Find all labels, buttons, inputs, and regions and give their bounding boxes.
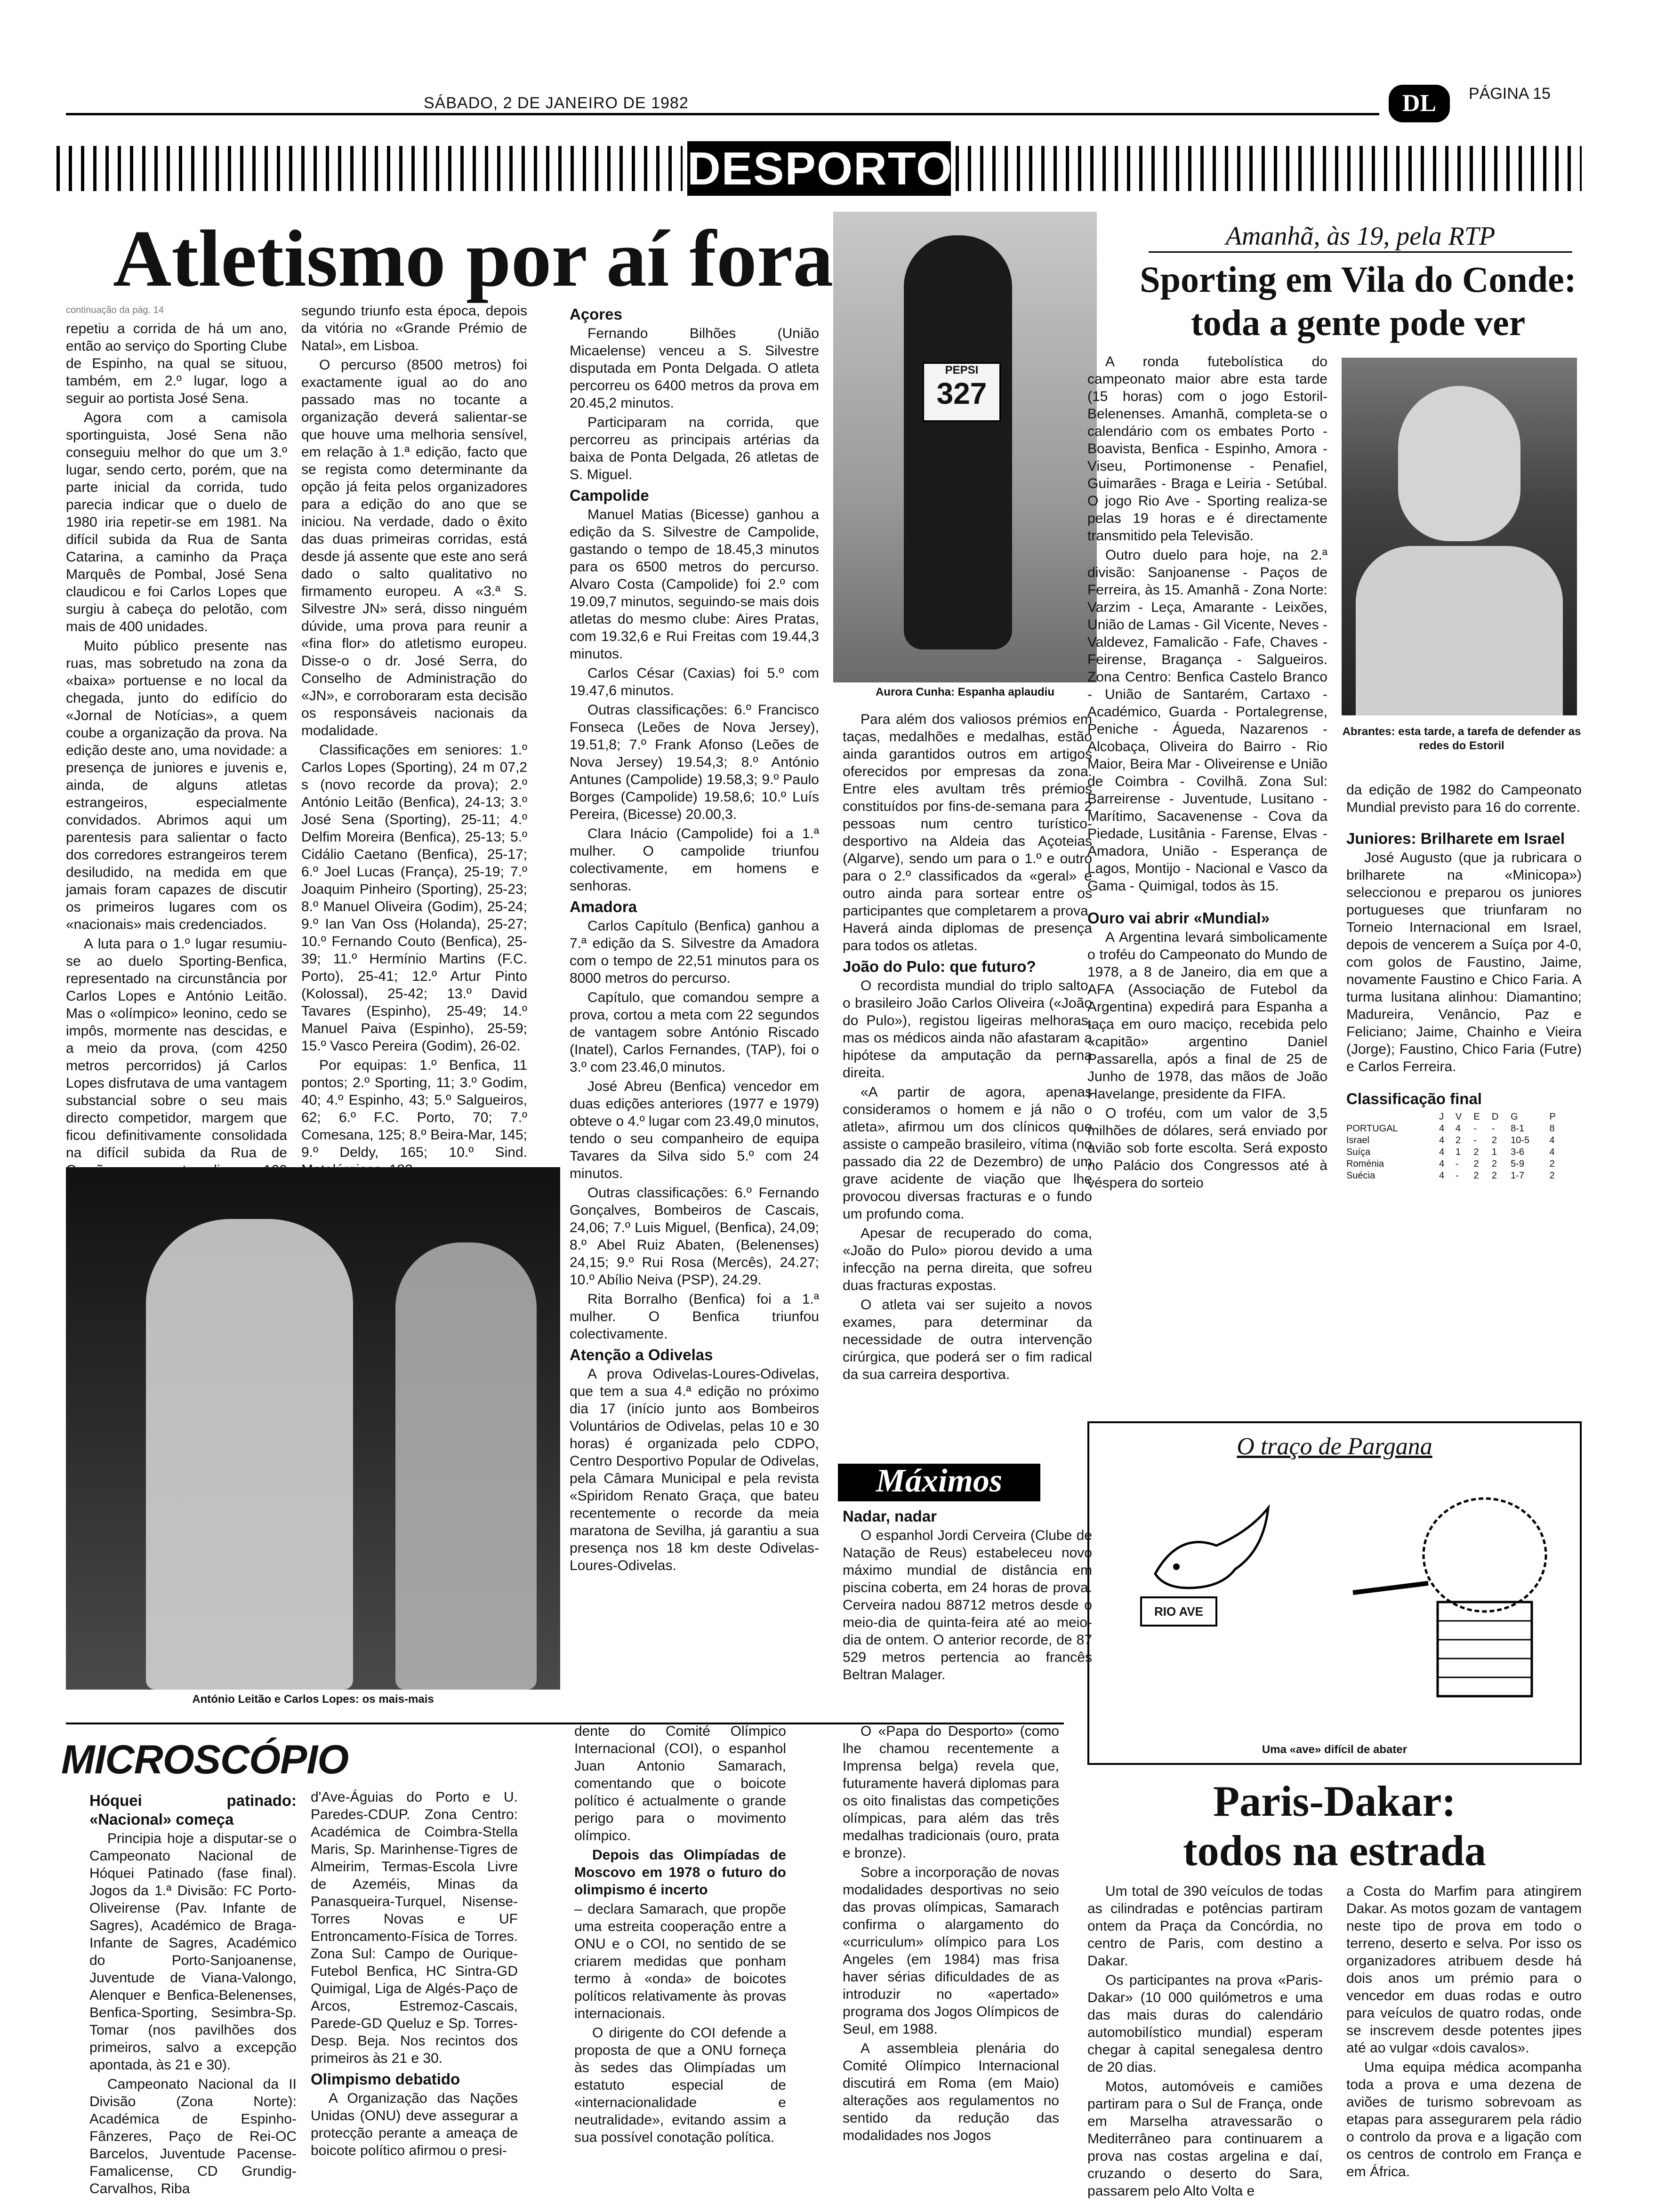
paragraph: «A partir de agora, apenas consideramos o homem e já não o atleta», afirmou um dos clínicos que assiste o campeão brasileiro, vítima (no passado dia 22 de Dezembro) de um grave acidente de viação que lhe provocou diversas fracturas e o fundo um profundo coma. [843, 1084, 1092, 1222]
cell: 4 [1455, 1123, 1461, 1134]
sporting-column-1 [1087, 353, 1327, 1426]
microscopio-column-2 [311, 1788, 518, 2203]
dakar-title-1: Paris-Dakar: [1213, 1777, 1456, 1825]
sporting-kicker: Amanhã, às 19, pela RTP [1149, 221, 1572, 253]
subhead-odivelas: Atenção a Odivelas [570, 1346, 713, 1363]
cell: - [1473, 1135, 1477, 1146]
paragraph: Campeonato Nacional da II Divisão (Zona Norte): Académica de Espinho-Fânzeres, Paço de Rei-OC Barcelos, Juventude Pacense-Famalicense, CD Grundig-Carvalhos, Riba [89, 2076, 297, 2196]
team-name: Israel [1346, 1135, 1369, 1146]
section-hatch-left [56, 146, 683, 191]
article-column-2 [301, 302, 527, 1163]
page-number: PÁGINA 15 [1469, 85, 1551, 103]
paragraph: Sobre a incorporação de novas modalidades desportivas no seio das provas olímpicas, Samarach confirma o alargamento do «curriculum» olímpico para Los Angeles (em 1984) mas frisa haver sérias dificuldades de as introduzir no «apertado» programa dos Jogos Olímpicos de Seul, em 1988. [843, 1865, 1059, 2037]
subhead-olimpismo: Olimpismo debatido [311, 2070, 460, 2088]
runner-figure [146, 1219, 353, 1690]
sporting-title: Sporting em Vila do Conde: toda a gente pode ver [1140, 259, 1577, 343]
paragraph: O troféu, com um valor de 3,5 milhões de dólares, será enviado por avião sob forte escolta. Será exposto no Palácio dos Congressos até à véspera do sorteio [1087, 1106, 1327, 1191]
paragraph: Uma equipa médica acompanha toda a prova e uma dezena de aviões de turismo sobrevoam as etapas para assegurarem pela rádio o controlo da prova e a ligação com os centros de controlo em França e em África. [1346, 2060, 1582, 2180]
cell: 1 [1455, 1147, 1461, 1157]
paragraph: Principia hoje a disputar-se o Campeonato Nacional de Hóquei Patinado (fase final). Jogos da 1.ª Divisão: FC Porto-Oliveirense (Pav. Infante de Sagres), Académico de Braga-Infante de Sagres, Académico do Porto-Sanjoanense, Juventude de Viana-Valongo, Alenquer e Benfica-Belenenses, Benfica-Sporting, Sesimbra-Sp. Tomar (nos pavilhões dos primeiros, salvo a excepção apontada, às 21 e 30). [89, 1831, 297, 2073]
paragraph: Classificações em seniores: 1.º Carlos Lopes (Sporting), 24 m 07,2 s (novo recorde da prova); 2.º António Leitão (Benfica), 24-13; 3.º José Sena (Sporting), 25-11; 4.º Delfim Moreira (Benfica), 25-13; 5.º Cidálio Caetano (Benfica), 25-17; 6.º Joel Lucas (França), 25-19; 7.º Joaquim Pinheiro (Sporting), 25-23; 8.º Manuel Oliveira (Godim), 25-24; 9.º Ian Van Oss (Holanda), 25-27; 10.º Fernando Couto (Benfica), 25-39; 11.º Hermínio Martins (F.C. Porto), 25-41; 12.º Artur Pinto (Kolossal), 25-42; 13.º David Tavares (Espinho), 25-49; 14.º Manuel Paiva (Espinho), 25-59; 15.º Vasco Pereira (Godim), 26-02. [301, 742, 527, 1054]
photo-caption: Aurora Cunha: Espanha aplaudiu [875, 686, 1055, 698]
rio-ave-sign: RIO AVE [1154, 1604, 1203, 1619]
cell: 4 [1439, 1147, 1445, 1157]
cell: 2 [1473, 1170, 1479, 1181]
paragraph: O recordista mundial do triplo salto, o brasileiro João Carlos Oliveira («João do Pulo»), registou ligeiras melhoras, mas os médicos ainda não afastaram a hipótese da amputação da perna direita. [843, 978, 1092, 1081]
paragraph: Apesar de recuperado do coma, «João do Pulo» piorou devido a uma infecção na perna direita, que sofreu duas fracturas expostas. [843, 1226, 1092, 1293]
paragraph: Por equipas: 1.º Benfica, 11 pontos; 2.º Sporting, 11; 3.º Godim, 40; 4.º Espinho, 43; 5.º Salgueiros, 62; 6.º F.C. Porto, 70; 7.º Comesana, 125; 8.º Beira-Mar, 145; 9.º Deldy, 165; 10.º Sind. [301, 1058, 527, 1160]
cell: 4 [1439, 1123, 1445, 1134]
column-header: P [1549, 1112, 1556, 1122]
team-name: PORTUGAL [1346, 1123, 1398, 1134]
paragraph: O dirigente do COI defende a proposta de que a ONU forneça às sedes das Olimpíadas um estatuto especial de «internacionalidade e neutralidade», evitando assim a sua possível conotação política. [574, 2025, 786, 2145]
cell: 2 [1491, 1159, 1497, 1169]
paragraph: Agora com a camisola sportinguista, José Sena não conseguiu melhor do que um 3.º lugar, sendo certo, porém, que na parte inicial da corrida, tudo parecia indicar que o duelo de 1980 iria repetir-se em 1981. Na difícil subida da Rua de Santa Catarina, a caminho da Praça Marquês de Pombal, José Sena claudicou e foi Carlos Lopes que surgiu à cabeça do pelotão, com mais de 400 unidades. [66, 410, 287, 634]
race-bib [923, 362, 1001, 422]
subhead-ouro-mundial: Ouro vai abrir «Mundial» [1087, 909, 1270, 927]
cell: 4 [1439, 1135, 1445, 1146]
cell: 2 [1549, 1170, 1555, 1181]
cell: 4 [1439, 1170, 1445, 1181]
paragraph: Os participantes na prova «Paris-Dakar» (10 000 quilómetros e uma das mais duras do calendário automobilístico mundial) esperam chegar à capital senegalesa dentro de 20 dias. [1087, 1972, 1323, 2075]
runner-figure [395, 1242, 537, 1690]
paragraph: Rita Borralho (Benfica) foi a 1.ª mulher. O Benfica triunfou colectivamente. [570, 1291, 819, 1342]
cell: 2 [1473, 1147, 1479, 1157]
subhead-acores: Açores [570, 305, 622, 323]
paragraph: Participaram na corrida, que percorreu as principais artérias da baixa de Ponta Delgada, 26 atletas de S. Miguel. [570, 415, 819, 482]
paragraph: O espanhol Jordi Cerveira (Clube de Natação de Reus) estabeleceu novo máximo mundial de distância em piscina coberta, em 24 horas de prova. Cerveira nadou 88712 metros desde o meio-dia de quinta-feira até ao meio-dia de ontem. O anterior recorde, de 87 529 metros pertencia ao francês Beltran Malager. [843, 1528, 1092, 1683]
paragraph: A assembleia plenária do Comité Olímpico Internacional discutirá em Roma (em Maio) alterações aos regulamentos no sentido da redução das modalidades nos Jogos [843, 2041, 1059, 2143]
cell: - [1455, 1159, 1459, 1169]
paragraph: Carlos Capítulo (Benfica) ganhou a 7.ª edição da S. Silvestre da Amadora com o tempo de 22,51 minutos para os 8000 metros do percurso. [570, 918, 819, 986]
cartoon-drawing [1099, 1480, 1569, 1724]
column-header: G [1511, 1112, 1518, 1122]
dakar-column-2 [1346, 1883, 1582, 2203]
paragraph: A prova Odivelas-Loures-Odivelas, que tem a sua 4.ª edição no próximo dia 17 (início junto aos Bombeiros Voluntários de Odivelas, pelas 10 e 30 horas) é organizada pelo CDPO, Centro Desportivo Popular de Odivelas, pela Câmara Municipal e pela revista «Spiridom Renato Graça, que bateu recentemente o recorde da meia maratona de Sevilha, já garantiu a sua presença nos 18 km deste Odivelas-Loures-Odivelas. [570, 1366, 819, 1573]
paragraph: Motos, automóveis e camiões partiram para o Sul de França, onde em Marselha atravessarão o Mediterrâneo para continuarem a prova nas costas argelina e daí, cruzando o deserto do Sara, passarem pelo Alto Volta e [1087, 2079, 1323, 2199]
article-column-3 [570, 302, 819, 1709]
paragraph: José Augusto (que ja rubricara o brilharete na «Minicopa») seleccionou e preparou os juniores portugueses que triunfaram no Torneio Internacional em Israel, depois de vencerem a Suíça por 4-0, com golos de Faustino, Jaime, novamente Faustino e Chico Faria. A turma lusitana alinhou: Diamantino; Madureira, Venâncio, Paz e Feliciano; Jaime, Chainho e Vieira (Jorge); Faustino, Chico Faria (Futre) e Carlos Ferreira. [1346, 850, 1582, 1074]
paragraph: repetiu a corrida de há um ano, então ao serviço do Sporting Clube de Espinho, na qual se situou, também, em 2.º lugar, logo a seguir ao portista José Sena. [66, 321, 287, 406]
cell: - [1473, 1123, 1477, 1134]
paragraph: O «Papa do Desporto» (como lhe chamou recentemente a Imprensa belga) revela que, futuramente haverá diplomas para os oito finalistas das competições olímpicas, para além das três medalhas tradicionais (ouro, prata e bronze). [843, 1723, 1059, 1861]
cell: - [1455, 1170, 1459, 1181]
microscopio-column-4 [843, 1723, 1059, 2203]
paragraph: Outras classificações: 6.º Francisco Fonseca (Leões de Nova Jersey), 19.51,8; 7.º Frank Afonso (Leões de Nova Jersey) 19.54,3; 8.º António Antunes (Campolide) 19.58,3; 9.º Paulo Borges (Campolide) 19.58,6; 10.º Luís Pereira, (Bicesse) 20.00,3. [570, 702, 819, 822]
table-row [1346, 1135, 1568, 1146]
photo-caption: Abrantes: esta tarde, a tarefa de defender as redes do Estoril [1342, 725, 1581, 752]
header-rule [66, 113, 1379, 115]
cartoon-caption: Uma «ave» difícil de abater [1262, 1743, 1408, 1756]
bib-number: 327 [936, 377, 987, 410]
paragraph: Um total de 390 veículos de todas as cilindradas e potências partiram ontem da Praça da Concórdia, no centro de Paris, com destino a Dakar. [1087, 1883, 1323, 1969]
table-row [1346, 1170, 1568, 1182]
cell: 8-1 [1511, 1123, 1525, 1134]
classification-table [1346, 1111, 1568, 1182]
sporting-column-2 [1346, 781, 1582, 1384]
cell: 2 [1491, 1135, 1497, 1146]
dakar-title-2: todos na estrada [1182, 1827, 1487, 1875]
cell: 5-9 [1511, 1159, 1525, 1169]
paragraph: A ronda futebolística do campeonato maior abre esta tarde (15 horas) com o jogo Estoril-Belenenses. Amanhã, completa-se o calendário com os embates Porto - Boavista, Benfica - Espinho, Amora - Viseu, Portimonense - Penafiel, Guimarães - Braga e Leiria - Setúbal. O jogo Rio Ave - Sporting realiza-se pelas 19 horas e é directamente transmitido pela Televisão. [1087, 354, 1327, 544]
paragraph: da edição de 1982 do Campeonato Mundial previsto para 16 do corrente. [1346, 782, 1582, 815]
section-hatch-right [956, 146, 1582, 191]
subhead-joao-do-pulo: João do Pulo: que futuro? [843, 958, 1036, 975]
paragraph: Depois das Olimpíadas de Moscovo em 1978 o futuro do olimpismo é incerto [574, 1847, 786, 1898]
paragraph: O percurso (8500 metros) foi exactamente igual ao do ano passado mas no tocante a organização deverá salientar-se que houve uma melhoria sensível, em relação à 1.ª edição, facto que se regista como determinante da opção já feita pelos organizadores para a edição do ano que se iniciou. Na verdade, dado o êxito das duas primeiras corridas, está desde já assente que este ano será dado o salto qualitativo no firmamento europeu. A «3.ª S. Silvestre JN» será, disso ninguém dúvide, uma prova para reunir a «fina flor» do atletismo europeu. Disse-o o dr. José Serra, do Conselho de Administração do «JN», e corroboraram esta decisão os responsáveis nacionais da modalidade. [301, 357, 527, 738]
photo-leitao-lopes [66, 1167, 560, 1690]
paragraph: Carlos César (Caxias) foi 5.º com 19.47,6 minutos. [570, 665, 819, 698]
continued-note: continuação da pág. 14 [66, 305, 164, 315]
paragraph: A Argentina levará simbolicamente o troféu do Campeonato do Mundo de 1978, a 8 de Janeiro, dia em que a AFA (Associação de Futebol da Argentina) expedirá para Espanha a taça em ouro maciço, recebida pelo «capitão» argentino Daniel Passarella, após a final de 25 de Junho de 1978, das mãos de João Havelange, presidente da FIFA. [1087, 930, 1327, 1102]
lion-head [1424, 1499, 1546, 1611]
cell: 2 [1549, 1159, 1555, 1169]
bird-icon [1155, 1508, 1268, 1588]
player-shirt [1356, 546, 1563, 715]
runner-figure [904, 235, 1012, 649]
paragraph: O atleta vai ser sujeito a novos exames, para determinar da necessidade de outra intervenção cirúrgica, que poderá ser o fim radical da sua carreira desportiva. [843, 1297, 1092, 1382]
microscopio-title: MICROSCÓPIO [61, 1737, 349, 1782]
subhead-nadar: Nadar, nadar [843, 1507, 937, 1525]
subhead-amadora: Amadora [570, 898, 637, 915]
cell: 10-5 [1511, 1135, 1530, 1146]
classification-title: Classificação final [1346, 1090, 1482, 1107]
paragraph: Clara Inácio (Campolide) foi a 1.ª mulher. O campolide triunfou colectivamente, em homens e senhoras. [570, 826, 819, 894]
cell: 3-6 [1511, 1147, 1525, 1157]
paragraph: José Abreu (Benfica) vencedor em duas edições anteriores (1977 e 1979) obteve o 4.º lugar com 23.49,0 minutos, tendo o seu companheiro de equipa Tavares da Silva sido 5.º com 24 minutos. [570, 1079, 819, 1181]
table-row [1346, 1146, 1568, 1158]
photo-caption: António Leitão e Carlos Lopes: os mais-mais [192, 1693, 434, 1706]
column-header: J [1439, 1112, 1444, 1122]
table-row [1346, 1123, 1568, 1135]
maximos-title: Máximos [876, 1463, 1003, 1499]
team-name: Roménia [1346, 1159, 1384, 1169]
cell: - [1491, 1123, 1495, 1134]
team-name: Suíça [1346, 1147, 1371, 1157]
cell: 4 [1439, 1159, 1445, 1169]
article-column-1 [66, 320, 287, 1167]
article-column-4 [843, 711, 1092, 1403]
player-face [1398, 386, 1520, 541]
subhead-campolide: Campolide [570, 487, 649, 504]
cell: 2 [1491, 1170, 1497, 1181]
cell: 2 [1455, 1135, 1461, 1146]
table-header-row [1346, 1111, 1568, 1123]
paragraph: A Organização das Nações Unidas (ONU) deve assegurar a protecção perante a ameaça de boicote político afirmou o presi- [311, 2091, 518, 2158]
column-header: D [1491, 1112, 1499, 1122]
photo-aurora-cunha [833, 212, 1097, 682]
photo-abrantes [1342, 358, 1577, 715]
maximos-column [843, 1504, 1092, 1711]
microscopio-column-3 [574, 1723, 786, 2203]
subhead-hoquei: Hóquei patinado: «Nacional» começa [89, 1792, 297, 1828]
cell: 4 [1549, 1135, 1555, 1146]
cartoon-box [1087, 1421, 1582, 1765]
paragraph: Manuel Matias (Bicesse) ganhou a edição da S. Silvestre de Campolide, gastando o tempo de 18.45,3 minutos para os 6500 metros do percurso. Alvaro Costa (Campolide) foi 2.º com 19.09,7 minutos, seguindo-se mais dois atletas do mesmo clube: Aires Pratas, com 19.32,6 e Rui Freitas com 19.44,3 minutos. [570, 507, 819, 662]
dakar-column-1 [1087, 1883, 1323, 2203]
team-name: Suécia [1346, 1170, 1375, 1181]
column-header: V [1455, 1112, 1462, 1122]
paragraph: d'Ave-Águias do Porto e U. Paredes-CDUP. Zona Centro: Académica de Coimbra-Stella Maris, Sp. Marinhense-Tigres de Almeirim, Termas-Escola Livre de Azeméis, Minas da Panasqueira-Turquel, Nisense-Torres Novas e UF Entroncamento-Física de Torres. Zona Sul: Campo de Ourique-Futebol Benfica, HC Sintra-GD Quimigal, Liga de Algés-Paço de Arcos, Estremoz-Cascais, Parede-GD Queluz e Sp. Torres-Desp. Beja. Nos recintos dos primeiros às 21 e 30. [311, 1789, 518, 2066]
paragraph: segundo triunfo esta época, depois da vitória no «Grande Prémio de Natal», em Lisboa. [301, 303, 527, 353]
section-title: DESPORTO [687, 141, 951, 196]
paragraph: Para além dos valiosos prémios em taças, medalhões e medalhas, estão ainda garantidos outros em artigos oferecidos por empresas da zona. Entre eles avultam três prémios constituídos por fins-de-semana para 2 pessoas num centro turístico-desportivo na Aldeia das Açoteias (Algarve), sendo um para o 1.º e outro para o 2.º classificados da «geral» e outro ainda para sortear entre os participantes que completarem a prova. Haverá ainda diplomas de presença para todos os atletas. [843, 712, 1092, 954]
paragraph: Muito público presente nas ruas, mas sobretudo na zona da «baixa» portuense e no local da chegada, junto do edifício do «Jornal de Notícias», a quem coube a organização da prova. Na edição deste ano, uma novidade: a presença de juniores e juvenis e, ainda, de alguns atletas estrangeiros, especialmente convidados. Abrimos aqui um parentesis para salientar o facto dos corredores estrangeiros terem desiludido, na medida em que jamais foram capazes de discutir os primeiros lugares com os «nacionais» mais credenciados. [66, 638, 287, 932]
microscopio-column-1 [89, 1788, 297, 2203]
cell: 1 [1491, 1147, 1497, 1157]
paragraph: Fernando Bilhões (União Micaelense) venceu a S. Silvestre disputada em Ponta Delgada. O atleta percorreu os 6400 metros da prova em 20.45,2 minutos. [570, 326, 819, 411]
paragraph: A luta para o 1.º lugar resumiu-se ao duelo Sporting-Benfica, representado na circunstância por Carlos Lopes e António Leitão. Mas o «olímpico» leonino, cedo se impôs, mormente nas descidas, e a meio da prova, (com 4250 metros percorridos) já Carlos Lopes disfrutava de uma vantagem substancial sobre o seu mais directo competidor, margem que ficou definitivamente consolidada na difícil subida da Rua de [66, 936, 287, 1161]
paragraph: Capítulo, que comandou sempre a prova, cortou a meta com 22 segundos de vantagem sobre António Riscado (Inatel), Carlos Fernandes, (TAP), foi o 3.º com 23.46,0 minutos. [570, 990, 819, 1075]
cell: 8 [1549, 1123, 1555, 1134]
paragraph: dente do Comité Olímpico Internacional (COI), o espanhol Juan Antonio Samarach, comentando que o boicote político é actualmente o grande perigo para o movimento olímpico. [574, 1723, 786, 1843]
bib-sponsor: PEPSI [945, 364, 979, 377]
cell: 2 [1473, 1159, 1479, 1169]
article-title: Atletismo por aí fora [113, 214, 834, 304]
cartoon-title: O traço de Pargana [1237, 1433, 1432, 1460]
table-row [1346, 1158, 1568, 1170]
cell: 1-7 [1511, 1170, 1525, 1181]
header-date: SÁBADO, 2 DE JANEIRO DE 1982 [424, 94, 689, 112]
cell: 4 [1549, 1147, 1555, 1157]
lion-body [1438, 1602, 1532, 1696]
newspaper-logo: DL [1389, 85, 1450, 122]
subhead-juniores: Juniores: Brilharete em Israel [1346, 830, 1565, 847]
paragraph: Outras classificações: 6.º Fernando Gonçalves, Bombeiros de Cascais, 24,06; 7.º Luis Miguel, (Benfica), 24,09; 8.º Abel Ruiz Abaten, (Belenenses) 24,15; 9.º Rui Rosa (Mercês), 24.27; 10.º Abílio Neiva (PSP), 24.29. [570, 1185, 819, 1288]
column-header: E [1473, 1112, 1480, 1122]
paragraph: – declara Samarach, que propõe uma estreita cooperação entre a ONU e o COI, no sentido de se criarem medidas que ponham termo à «onda» de boicotes políticos relativamente às provas internacionais. [574, 1901, 786, 2021]
paragraph: Outro duelo para hoje, na 2.ª divisão: Sanjoanense - Paços de Ferreira, às 15. Amanhã - Zona Norte: Varzim - Leça, Amarante - Leixões, União de Lamas - Gil Vicente, Neves - Valdevez, Famalicão - Fafe, Chaves - Feirense, Bragança - Salgueiros. Zona Centro: Benfica Castelo Branco - União de Santarém, Cartaxo - Académico, Guarda - Portalegrense, Peniche - Águeda, Nazarenos - Alcobaça, Oliveira do Bairro - Rio Maior, Beira Mar - Oliveirense e União de Coimbra - Covilhã. Zona Sul: Barreirense - Juventude, Lusitano - Marítimo, Sacavenense - Cova da Piedade, Lusitânia - Farense, Elvas - Amadora, União - Esperança de Lagos, Montijo - Nacional e Vasco da Gama - Quimigal, todos às 15. [1087, 547, 1327, 894]
paragraph: a Costa do Marfim para atingirem Dakar. As motos gozam de vantagem neste tipo de prova em todo o terreno, deserto e selva. Por isso os organizadores atribuem desde há dois anos um prémio para o vencedor em duas rodas e outro para veículos de quatro rodas, onde se inscrevem desde potentes jipes até ao vulgar «dois cavalos». [1346, 1883, 1582, 2056]
